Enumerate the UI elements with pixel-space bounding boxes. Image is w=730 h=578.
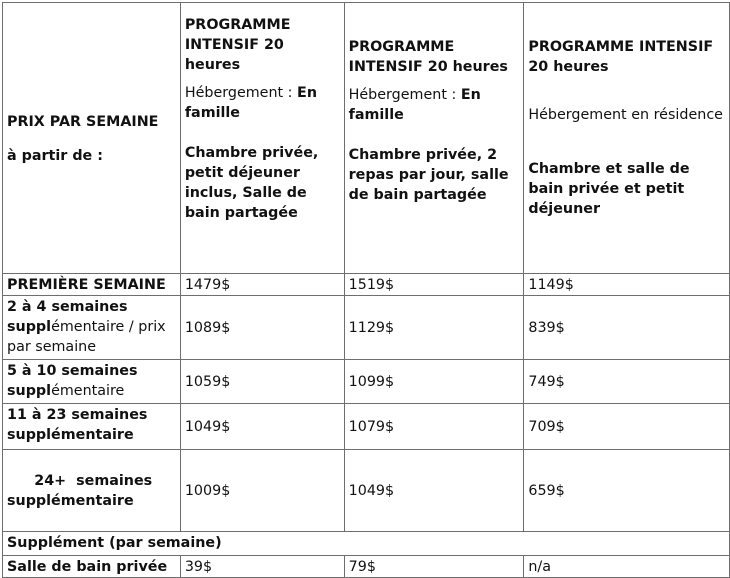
price-cell: 1479$ (180, 274, 344, 296)
header-row (3, 3, 730, 274)
price-cell: 659$ (524, 450, 730, 532)
column-header-1 (180, 3, 344, 274)
program-title-1: PROGRAMME INTENSIF 20 heures (184, 17, 291, 73)
row-label-header (3, 3, 181, 274)
starting-from-label: à partir de : (7, 147, 103, 164)
price-cell: 39$ (180, 556, 344, 578)
row-label (3, 296, 181, 360)
supplement-title-row (3, 532, 730, 556)
room-details-1: Chambre privée, petit déjeuner inclus, Salle de bain partagée (184, 145, 319, 221)
price-cell: 709$ (524, 404, 730, 450)
column-header-2 (344, 3, 524, 274)
price-cell: 749$ (524, 360, 730, 404)
price-cell: 1519$ (344, 274, 524, 296)
row-label (3, 360, 181, 404)
program-title-3: PROGRAMME INTENSIF 20 heures (528, 39, 714, 75)
row-label-bold: 24+ semaines supplémentaire (7, 473, 158, 509)
room-details-2: Chambre privée, 2 repas par jour, salle de bain partagée (348, 147, 509, 203)
table-row (3, 296, 730, 360)
row-label-rest: émentaire / prix par semaine (7, 319, 166, 355)
price-cell: 1099$ (344, 360, 524, 404)
row-label: PREMIÈRE SEMAINE (3, 274, 181, 296)
lodging-prefix-1: Hébergement : (184, 85, 298, 101)
price-cell: 1089$ (180, 296, 344, 360)
price-cell: 1009$ (180, 450, 344, 532)
lodging-type-3: Hébergement en résidence (528, 107, 723, 123)
supplement-title: Supplément (par semaine) (3, 532, 730, 556)
row-label-bold: 5 à 10 semaines suppl (7, 363, 138, 399)
row-label-bold: 11 à 23 semaines supplémentaire (7, 407, 148, 443)
room-details-3: Chambre et salle de bain privée et petit déjeuner (528, 161, 690, 217)
lodging-type-1: En famille (184, 85, 317, 121)
price-cell: 1149$ (524, 274, 730, 296)
price-cell: 1059$ (180, 360, 344, 404)
table-row (3, 274, 730, 296)
row-label: Salle de bain privée (3, 556, 181, 578)
program-title-2: PROGRAMME INTENSIF 20 heures (348, 39, 508, 75)
price-cell: 79$ (344, 556, 524, 578)
row-label-bold: 2 à 4 semaines suppl (7, 299, 128, 335)
table-row (3, 404, 730, 450)
lodging-type-2: En famille (348, 87, 481, 123)
table-row (3, 360, 730, 404)
price-cell: 1079$ (344, 404, 524, 450)
table-row (3, 556, 730, 578)
column-header-3 (524, 3, 730, 274)
table-row (3, 450, 730, 532)
lodging-prefix-2: Hébergement : (348, 87, 461, 103)
price-cell: n/a (524, 556, 730, 578)
price-cell: 1129$ (344, 296, 524, 360)
price-cell: 1049$ (180, 404, 344, 450)
row-label-rest: émentaire (51, 383, 125, 399)
row-label (3, 404, 181, 450)
price-table (2, 2, 730, 578)
price-cell: 839$ (524, 296, 730, 360)
price-per-week-heading: PRIX PAR SEMAINE (7, 113, 159, 130)
row-label (3, 450, 181, 532)
price-cell: 1049$ (344, 450, 524, 532)
